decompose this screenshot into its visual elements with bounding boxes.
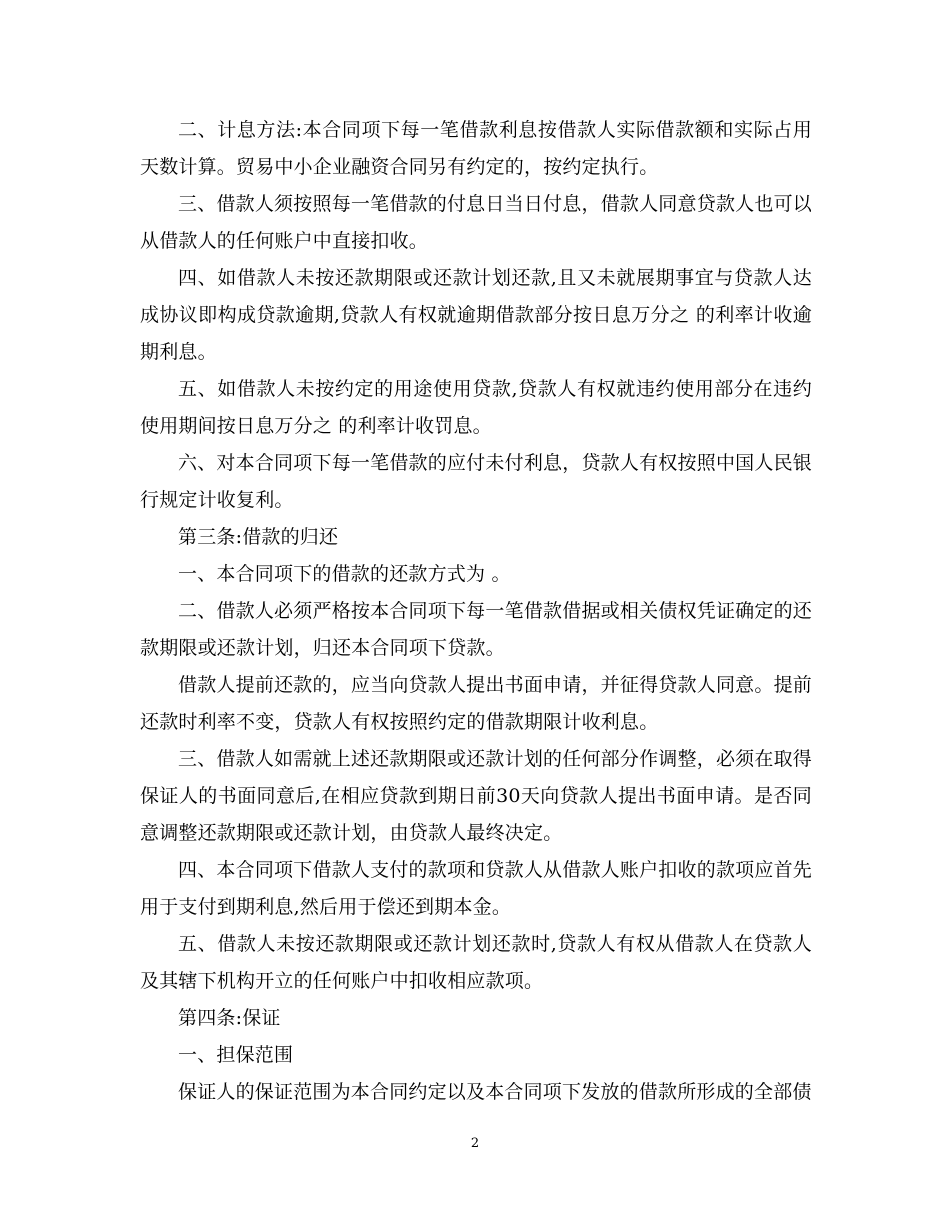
paragraph-repayment-method: 一、本合同项下的借款的还款方式为 。 bbox=[178, 563, 511, 585]
paragraph-account-deduction: 五、借款人未按还款期限或还款计划还款时,贷款人有权从借款人在贷款人及其辖下机构开立的任何账户中扣收相应款项。 bbox=[140, 933, 812, 992]
paragraph-compound-interest: 六、对本合同项下每一笔借款的应付未付利息，贷款人有权按照中国人民银行规定计收复利。 bbox=[140, 452, 812, 511]
paragraph-schedule-adjustment: 三、借款人如需就上述还款期限或还款计划的任何部分作调整，必须在取得保证人的书面同意后,在相应贷款到期日前30天向贷款人提出书面申请。是否同意调整还款期限或还款计划，由贷款人最终决定。 bbox=[140, 748, 812, 844]
subheading-guarantee-scope: 一、担保范围 bbox=[178, 1044, 294, 1066]
paragraph-early-repayment: 借款人提前还款的，应当向贷款人提出书面申请，并征得贷款人同意。提前还款时利率不变，贷款人有权按照约定的借款期限计收利息。 bbox=[140, 674, 812, 733]
page-number: 2 bbox=[470, 1136, 480, 1151]
paragraph-interest-payment: 三、借款人须按照每一笔借款的付息日当日付息，借款人同意贷款人也可以从借款人的任何账户中直接扣收。 bbox=[140, 193, 812, 252]
section-heading-guarantee: 第四条:保证 bbox=[178, 1007, 281, 1029]
body-text bbox=[140, 112, 812, 1111]
paragraph-guarantee-scope: 保证人的保证范围为本合同约定以及本合同项下发放的借款所形成的全部债 bbox=[178, 1081, 812, 1103]
paragraph-penalty-interest: 五、如借款人未按约定的用途使用贷款,贷款人有权就违约使用部分在违约使用期间按日息万分之 的利率计收罚息。 bbox=[140, 378, 812, 437]
paragraph-repayment-schedule: 二、借款人必须严格按本合同项下每一笔借款借据或相关债权凭证确定的还款期限或还款计划，归还本合同项下贷款。 bbox=[140, 600, 812, 659]
paragraph-overdue-interest: 四、如借款人未按还款期限或还款计划还款,且又未就展期事宜与贷款人达成协议即构成贷款逾期,贷款人有权就逾期借款部分按日息万分之 的利率计收逾期利息。 bbox=[140, 267, 812, 363]
paragraph-interest-method: 二、计息方法:本合同项下每一笔借款利息按借款人实际借款额和实际占用天数计算。贸易中小企业融资合同另有约定的，按约定执行。 bbox=[140, 119, 812, 178]
paragraph-payment-order: 四、本合同项下借款人支付的款项和贷款人从借款人账户扣收的款项应首先用于支付到期利息,然后用于偿还到期本金。 bbox=[140, 859, 812, 918]
section-heading-repayment: 第三条:借款的归还 bbox=[178, 526, 339, 548]
